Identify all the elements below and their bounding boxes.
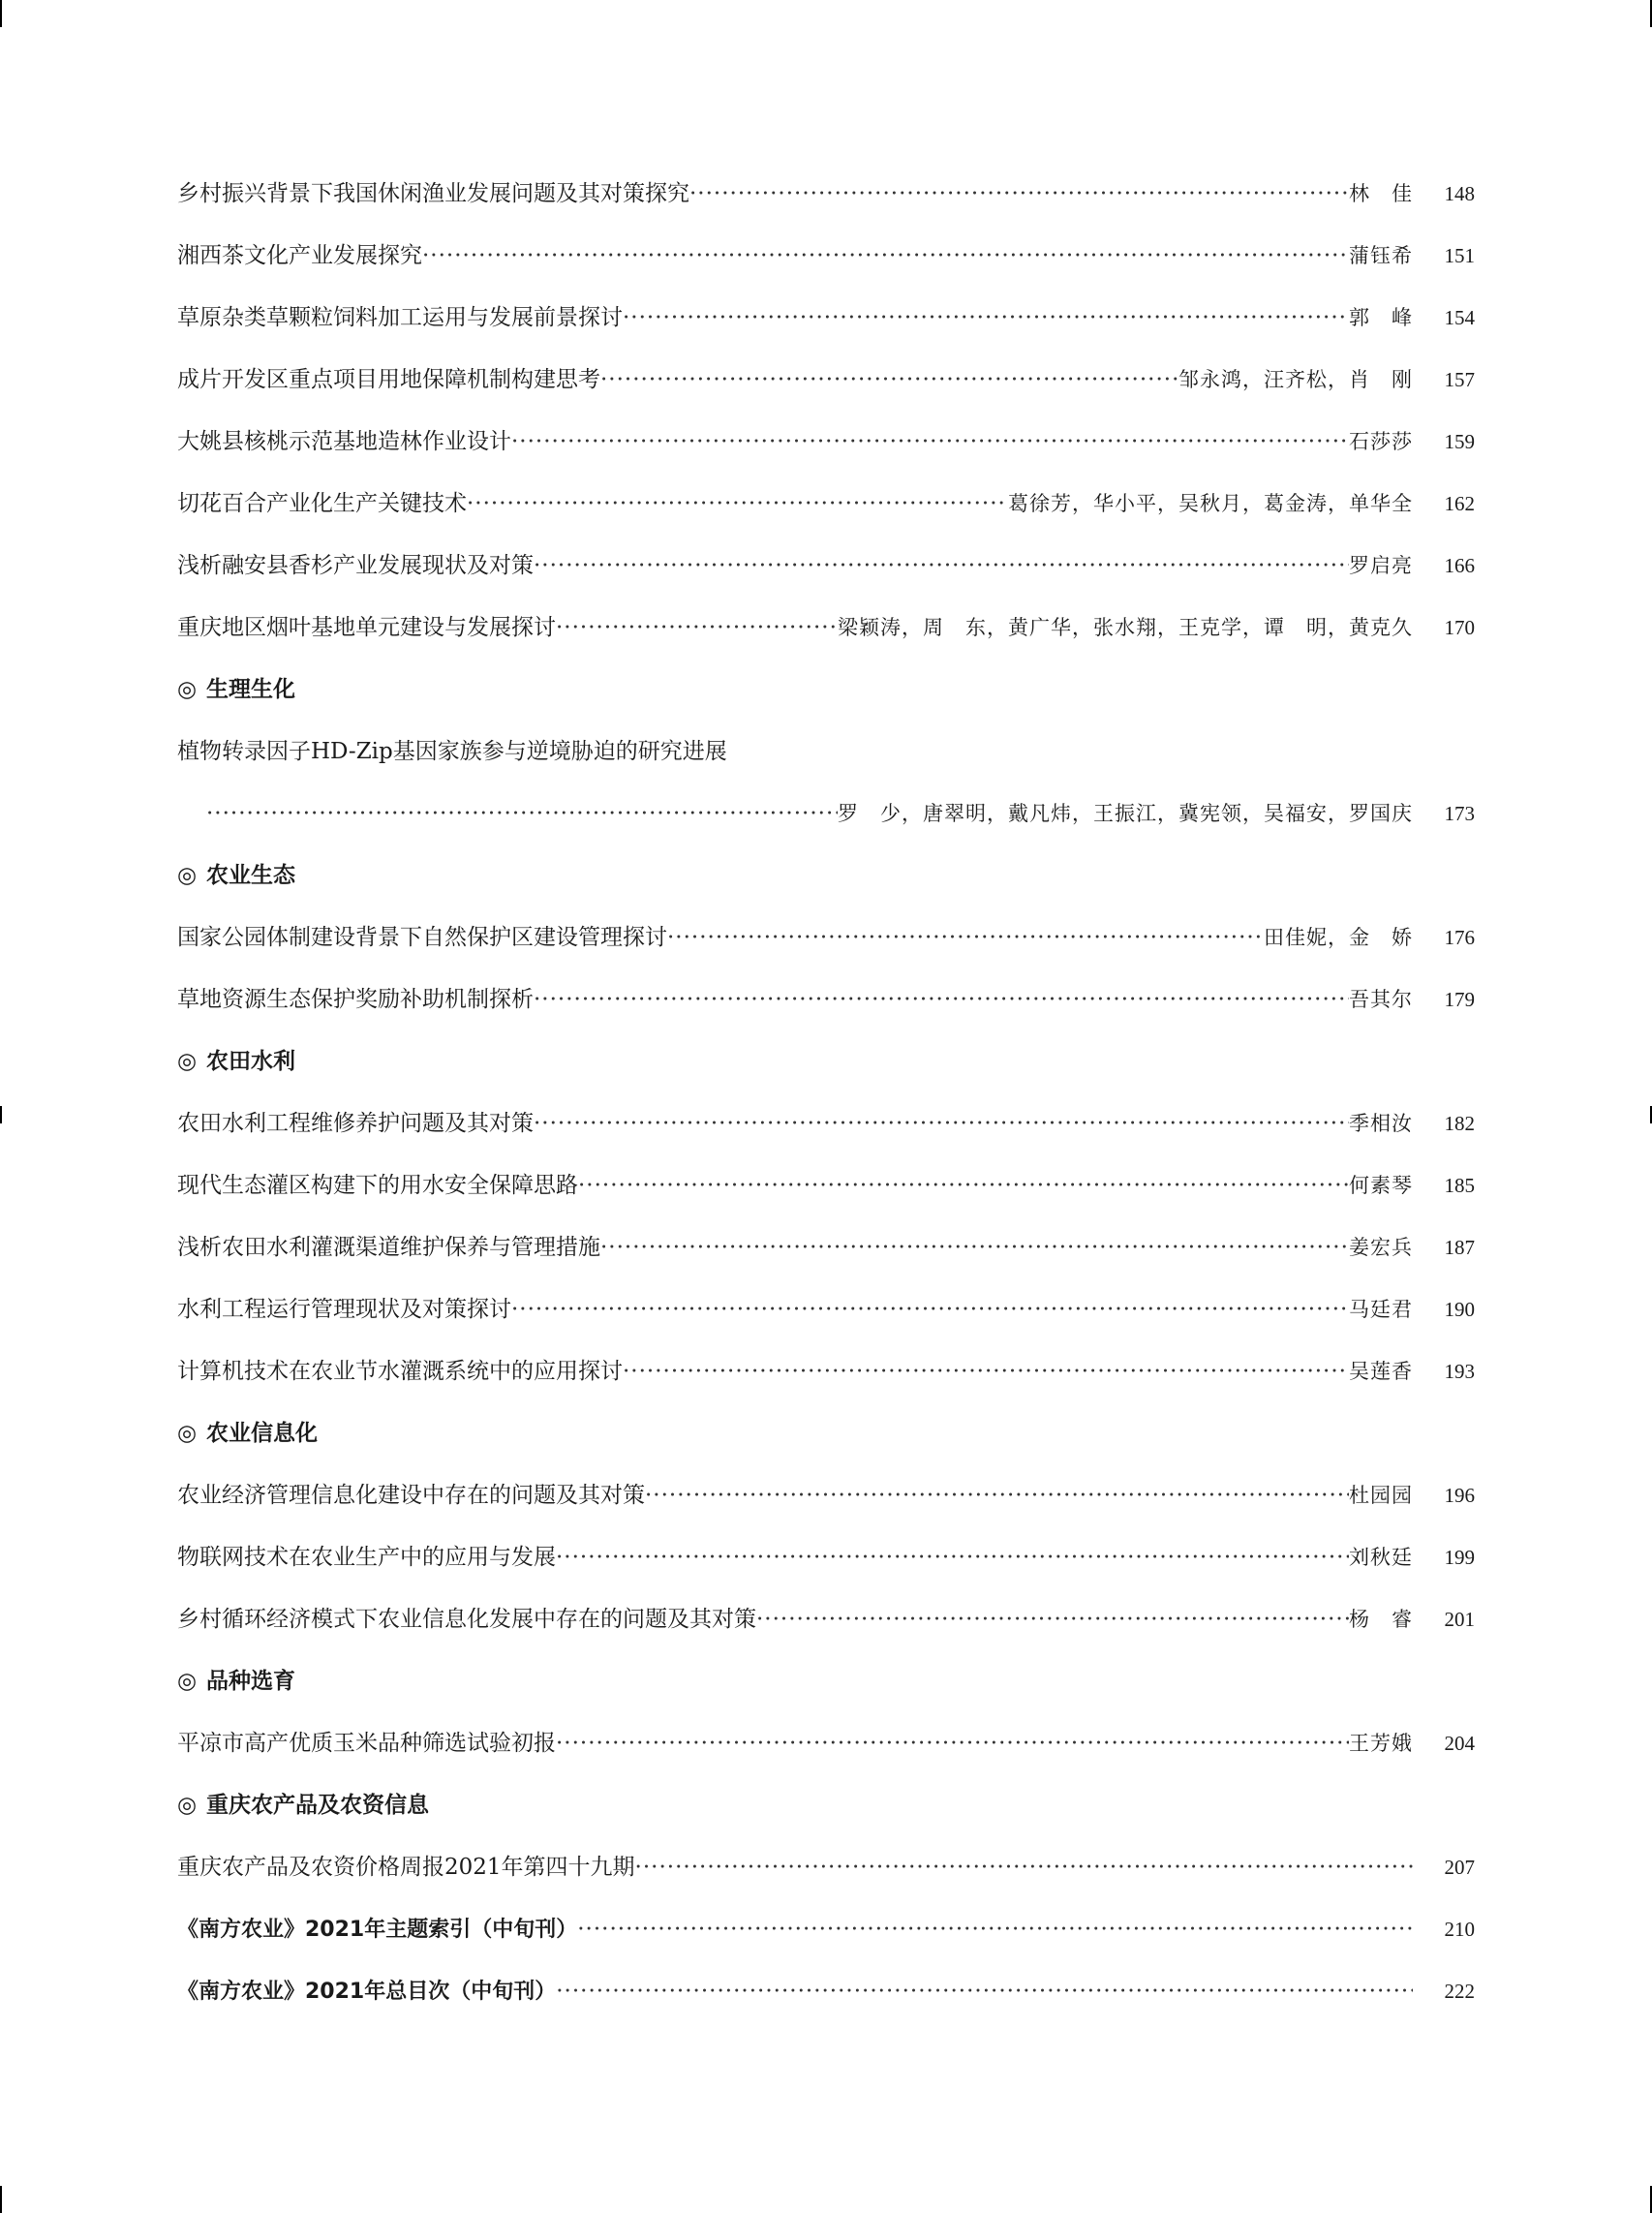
toc-entry-author: 姜宏兵 xyxy=(1349,1236,1413,1259)
toc-entry[interactable] xyxy=(177,1464,1475,1526)
toc-entry-title: 农田水利工程维修养护问题及其对策 xyxy=(177,1111,534,1136)
toc-entry-title: 乡村循环经济模式下农业信息化发展中存在的问题及其对策 xyxy=(177,1607,756,1632)
toc-entry-title: 重庆农产品及农资价格周报2021年第四十九期 xyxy=(177,1855,635,1880)
toc-entry[interactable] xyxy=(177,907,1475,968)
table-of-contents xyxy=(177,163,1475,2022)
toc-entry[interactable] xyxy=(177,287,1475,349)
toc-entry-title[interactable]: 植物转录因子HD-Zip基因家族参与逆境胁迫的研究进展 xyxy=(177,739,727,764)
toc-entry-page: 179 xyxy=(1444,988,1475,1011)
toc-entry-title: 农业经济管理信息化建设中存在的问题及其对策 xyxy=(177,1483,645,1508)
dot-leader xyxy=(756,1588,1349,1650)
toc-entry[interactable] xyxy=(177,783,1475,845)
toc-entry[interactable] xyxy=(177,225,1475,287)
toc-entry-author: 林 佳 xyxy=(1349,182,1413,205)
dot-leader xyxy=(556,1960,1413,2022)
toc-entry-page: 187 xyxy=(1444,1236,1475,1259)
dot-leader xyxy=(578,1154,1349,1216)
toc-entry-page: 207 xyxy=(1444,1856,1475,1879)
toc-entry-page: 201 xyxy=(1444,1608,1475,1631)
section-marker-icon: ◎ xyxy=(177,1421,198,1446)
toc-entry-title: 切花百合产业化生产关键技术 xyxy=(177,491,467,516)
toc-entry[interactable] xyxy=(177,1526,1475,1588)
toc-entry-page: 182 xyxy=(1444,1112,1475,1135)
dot-leader xyxy=(623,287,1349,349)
toc-entry-author: 罗 少，唐翠明，戴凡炜，王振江，冀宪领，吴福安，罗国庆 xyxy=(838,802,1413,825)
toc-section-heading xyxy=(177,845,1475,907)
toc-entry-page: 204 xyxy=(1444,1732,1475,1755)
toc-entry-title: 现代生态灌区构建下的用水安全保障思路 xyxy=(177,1173,578,1198)
toc-entry-title: 湘西茶文化产业发展探究 xyxy=(177,243,422,268)
toc-entry-title: 平凉市高产优质玉米品种筛选试验初报 xyxy=(177,1731,556,1756)
toc-entry-page: 151 xyxy=(1444,244,1475,267)
toc-entry-title: 计算机技术在农业节水灌溉系统中的应用探讨 xyxy=(177,1359,623,1384)
toc-entry-author: 石莎莎 xyxy=(1349,430,1413,453)
toc-entry[interactable] xyxy=(177,1898,1475,1960)
toc-entry-page: 170 xyxy=(1444,616,1475,639)
toc-entry[interactable] xyxy=(177,535,1475,597)
toc-entry[interactable] xyxy=(177,1836,1475,1898)
dot-leader xyxy=(206,783,838,845)
section-marker-icon: ◎ xyxy=(177,677,198,702)
toc-entry-title: 草地资源生态保护奖励补助机制探析 xyxy=(177,987,534,1012)
toc-entry-title: 草原杂类草颗粒饲料加工运用与发展前景探讨 xyxy=(177,305,623,330)
toc-entry-page: 159 xyxy=(1444,430,1475,453)
toc-entry-author: 王芳娥 xyxy=(1349,1732,1413,1755)
dot-leader xyxy=(556,597,838,659)
toc-entry[interactable] xyxy=(177,1154,1475,1216)
dot-leader xyxy=(467,473,1008,535)
toc-entry[interactable] xyxy=(177,968,1475,1030)
dot-leader xyxy=(600,1216,1349,1278)
toc-entry-author: 邹永鸿，汪齐松，肖 刚 xyxy=(1178,368,1413,391)
toc-entry-author: 梁颖涛，周 东，黄广华，张水翔，王克学，谭 明，黄克久 xyxy=(838,616,1413,639)
toc-entry-title: 浅析农田水利灌溉渠道维护保养与管理措施 xyxy=(177,1235,600,1260)
toc-entry-author: 何素琴 xyxy=(1349,1174,1413,1197)
toc-entry-page: 190 xyxy=(1444,1298,1475,1321)
toc-entry-page: 173 xyxy=(1444,802,1475,825)
toc-section-heading xyxy=(177,1402,1475,1464)
section-marker-icon: ◎ xyxy=(177,1793,198,1818)
section-title: 农田水利 xyxy=(206,1049,295,1074)
toc-entry-author: 杜园园 xyxy=(1349,1484,1413,1507)
toc-section-heading xyxy=(177,659,1475,721)
toc-entry-author: 季相汝 xyxy=(1349,1112,1413,1135)
toc-entry-page: 199 xyxy=(1444,1546,1475,1569)
toc-entry[interactable] xyxy=(177,597,1475,659)
dot-leader xyxy=(511,411,1349,473)
toc-entry-author: 刘秋廷 xyxy=(1349,1546,1413,1569)
section-marker-icon: ◎ xyxy=(177,863,198,888)
toc-entry-author: 吾其尔 xyxy=(1349,988,1413,1011)
toc-entry-page: 166 xyxy=(1444,554,1475,577)
toc-entry[interactable] xyxy=(177,473,1475,535)
toc-entry-author: 马廷君 xyxy=(1349,1298,1413,1321)
toc-entry[interactable] xyxy=(177,411,1475,473)
dot-leader xyxy=(511,1278,1349,1340)
section-title: 生理生化 xyxy=(206,677,295,702)
dot-leader xyxy=(556,1526,1349,1588)
section-marker-icon: ◎ xyxy=(177,1669,198,1694)
toc-entry-page: 185 xyxy=(1444,1174,1475,1197)
toc-entry[interactable] xyxy=(177,163,1475,225)
toc-entry-title: 《南方农业》2021年总目次（中旬刊） xyxy=(177,1980,557,2004)
dot-leader xyxy=(577,1898,1413,1960)
toc-entry-page: 148 xyxy=(1444,182,1475,205)
toc-entry[interactable] xyxy=(177,1278,1475,1340)
dot-leader xyxy=(600,349,1178,411)
toc-entry-title: 乡村振兴背景下我国休闲渔业发展问题及其对策探究 xyxy=(177,181,689,206)
toc-entry[interactable] xyxy=(177,1216,1475,1278)
dot-leader xyxy=(422,225,1349,287)
toc-entry[interactable] xyxy=(177,1712,1475,1774)
toc-section-heading xyxy=(177,1030,1475,1092)
toc-entry-page: 157 xyxy=(1444,368,1475,391)
toc-entry[interactable] xyxy=(177,1588,1475,1650)
toc-entry-title: 浅析融安县香杉产业发展现状及对策 xyxy=(177,553,534,578)
toc-entry-page: 162 xyxy=(1444,492,1475,515)
toc-entry-title: 重庆地区烟叶基地单元建设与发展探讨 xyxy=(177,615,556,640)
toc-entry-title: 大姚县核桃示范基地造林作业设计 xyxy=(177,429,511,454)
crop-mark-bottom-left xyxy=(0,2186,2,2213)
toc-entry-page: 196 xyxy=(1444,1484,1475,1507)
toc-entry-page: 193 xyxy=(1444,1360,1475,1383)
toc-entry-author: 吴莲香 xyxy=(1349,1360,1413,1383)
dot-leader xyxy=(534,1092,1349,1154)
toc-entry-author: 罗启亮 xyxy=(1349,554,1413,577)
section-marker-icon: ◎ xyxy=(177,1049,198,1074)
dot-leader xyxy=(635,1836,1413,1898)
toc-entry-title: 成片开发区重点项目用地保障机制构建思考 xyxy=(177,367,600,392)
toc-entry-title: 物联网技术在农业生产中的应用与发展 xyxy=(177,1545,556,1570)
toc-entry[interactable] xyxy=(177,349,1475,411)
toc-section-heading xyxy=(177,1774,1475,1836)
dot-leader xyxy=(645,1464,1349,1526)
toc-entry[interactable] xyxy=(177,1092,1475,1154)
crop-mark-mid-left xyxy=(0,1106,2,1123)
section-title: 重庆农产品及农资信息 xyxy=(206,1793,429,1818)
dot-leader xyxy=(534,968,1349,1030)
section-title: 农业信息化 xyxy=(206,1421,318,1446)
toc-entry-author: 葛徐芳，华小平，吴秋月，葛金涛，单华全 xyxy=(1008,492,1413,515)
section-title: 品种选育 xyxy=(206,1669,295,1694)
toc-entry-title: 国家公园体制建设背景下自然保护区建设管理探讨 xyxy=(177,925,667,950)
toc-entry[interactable] xyxy=(177,1340,1475,1402)
toc-entry[interactable] xyxy=(177,1960,1475,2022)
toc-entry-author: 杨 睿 xyxy=(1349,1608,1413,1631)
dot-leader xyxy=(534,535,1349,597)
dot-leader xyxy=(689,163,1349,225)
toc-entry-page: 176 xyxy=(1444,926,1475,949)
toc-entry-page: 154 xyxy=(1444,306,1475,329)
toc-entry-page: 222 xyxy=(1444,1980,1475,2003)
dot-leader xyxy=(667,907,1264,968)
crop-mark-top-left xyxy=(0,0,2,27)
section-title: 农业生态 xyxy=(206,863,295,888)
dot-leader xyxy=(556,1712,1349,1774)
toc-entry-author: 田佳妮，金 娇 xyxy=(1264,926,1413,949)
toc-section-heading xyxy=(177,1650,1475,1712)
toc-entry-title: 《南方农业》2021年主题索引（中旬刊） xyxy=(177,1918,578,1942)
toc-entry-page: 210 xyxy=(1444,1918,1475,1941)
toc-entry-author: 郭 峰 xyxy=(1349,306,1413,329)
dot-leader xyxy=(623,1340,1349,1402)
toc-entry-author: 蒲钰希 xyxy=(1349,244,1413,267)
toc-entry-title: 水利工程运行管理现状及对策探讨 xyxy=(177,1297,511,1322)
